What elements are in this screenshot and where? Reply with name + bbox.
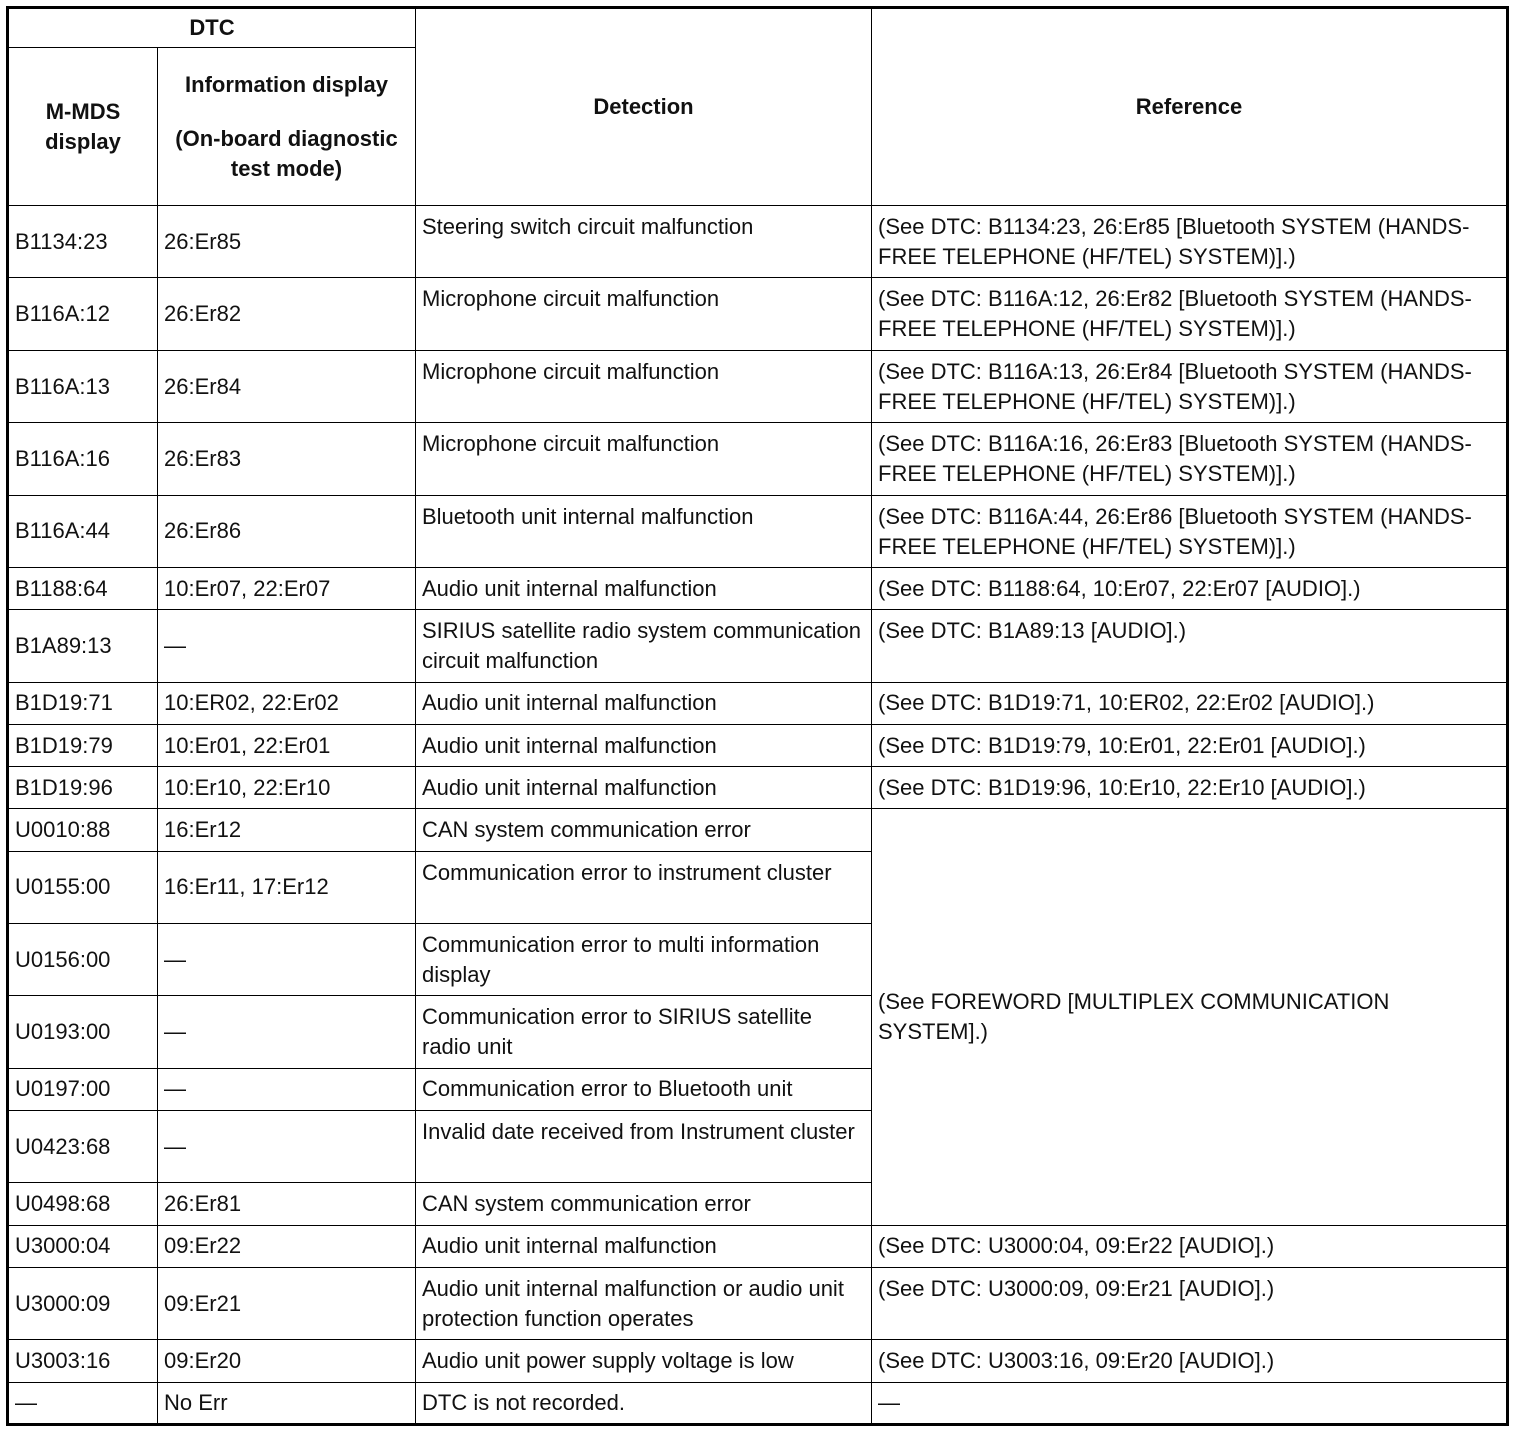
table-row <box>8 1267 1508 1339</box>
info-display-title: Information display <box>185 71 388 97</box>
mmds-cell: B1A89:13 <box>8 610 158 682</box>
reference-cell: (See DTC: B1134:23, 26:Er85 [Bluetooth SYSTEM (HANDS-FREE TELEPHONE (HF/TEL) SYSTEM)].) <box>872 206 1508 278</box>
detection-cell: CAN system communication error <box>416 809 872 851</box>
detection-cell: Audio unit internal malfunction <box>416 767 872 809</box>
info-cell: 26:Er85 <box>158 206 416 278</box>
detection-cell: Communication error to Bluetooth unit <box>416 1068 872 1110</box>
table-row <box>8 682 1508 724</box>
mmds-cell: U0156:00 <box>8 924 158 996</box>
detection-cell: Audio unit internal malfunction or audio unit protection function operates <box>416 1267 872 1339</box>
mmds-cell: U0155:00 <box>8 851 158 923</box>
mmds-cell: U3000:04 <box>8 1225 158 1267</box>
mmds-cell: B1D19:96 <box>8 767 158 809</box>
info-display-header <box>158 48 416 206</box>
detection-cell: Steering switch circuit malfunction <box>416 206 872 278</box>
mmds-cell: B1188:64 <box>8 568 158 610</box>
reference-cell: (See DTC: U3000:04, 09:Er22 [AUDIO].) <box>872 1225 1508 1267</box>
info-cell: 26:Er82 <box>158 278 416 350</box>
info-display-mode: (On-board diagnostic test mode) <box>175 125 398 181</box>
detection-cell: Communication error to multi information display <box>416 924 872 996</box>
reference-cell-multiplex: (See FOREWORD [MULTIPLEX COMMUNICATION SYSTEM].) <box>872 809 1508 1225</box>
table-row <box>8 1225 1508 1267</box>
info-cell: — <box>158 1111 416 1183</box>
table-row <box>8 495 1508 567</box>
detection-cell: Communication error to SIRIUS satellite radio unit <box>416 996 872 1068</box>
table-row <box>8 423 1508 495</box>
info-cell: 26:Er81 <box>158 1183 416 1225</box>
info-cell: 10:ER02, 22:Er02 <box>158 682 416 724</box>
mmds-cell: U0498:68 <box>8 1183 158 1225</box>
info-cell: 16:Er12 <box>158 809 416 851</box>
reference-cell: (See DTC: B1D19:71, 10:ER02, 22:Er02 [AUDIO].) <box>872 682 1508 724</box>
reference-cell: (See DTC: U3000:09, 09:Er21 [AUDIO].) <box>872 1267 1508 1339</box>
detection-header: Detection <box>416 8 872 206</box>
mmds-cell: U3003:16 <box>8 1340 158 1382</box>
info-cell: 09:Er20 <box>158 1340 416 1382</box>
detection-cell: Bluetooth unit internal malfunction <box>416 495 872 567</box>
detection-cell: Audio unit internal malfunction <box>416 682 872 724</box>
info-cell: — <box>158 996 416 1068</box>
table-row <box>8 1382 1508 1424</box>
mmds-cell: B116A:12 <box>8 278 158 350</box>
reference-cell: (See DTC: B116A:16, 26:Er83 [Bluetooth SYSTEM (HANDS-FREE TELEPHONE (HF/TEL) SYSTEM)].) <box>872 423 1508 495</box>
mmds-cell: B1D19:79 <box>8 724 158 766</box>
info-cell: 09:Er22 <box>158 1225 416 1267</box>
reference-cell: (See DTC: B116A:44, 26:Er86 [Bluetooth SYSTEM (HANDS-FREE TELEPHONE (HF/TEL) SYSTEM)].) <box>872 495 1508 567</box>
detection-cell: CAN system communication error <box>416 1183 872 1225</box>
info-cell: — <box>158 610 416 682</box>
mmds-cell: U0197:00 <box>8 1068 158 1110</box>
table-row <box>8 610 1508 682</box>
table-row <box>8 278 1508 350</box>
info-cell: 16:Er11, 17:Er12 <box>158 851 416 923</box>
detection-cell: Audio unit internal malfunction <box>416 1225 872 1267</box>
detection-cell: DTC is not recorded. <box>416 1382 872 1424</box>
mmds-cell: U3000:09 <box>8 1267 158 1339</box>
mmds-cell: U0193:00 <box>8 996 158 1068</box>
mmds-cell: B116A:44 <box>8 495 158 567</box>
table-row <box>8 1340 1508 1382</box>
detection-cell: Invalid date received from Instrument cluster <box>416 1111 872 1183</box>
detection-cell: Microphone circuit malfunction <box>416 278 872 350</box>
info-cell: 10:Er07, 22:Er07 <box>158 568 416 610</box>
dtc-table <box>6 6 1509 1426</box>
detection-cell: Audio unit power supply voltage is low <box>416 1340 872 1382</box>
table-row <box>8 724 1508 766</box>
table-row <box>8 809 1508 851</box>
reference-cell: (See DTC: B1D19:79, 10:Er01, 22:Er01 [AUDIO].) <box>872 724 1508 766</box>
info-cell: 26:Er84 <box>158 350 416 422</box>
detection-cell: Microphone circuit malfunction <box>416 350 872 422</box>
info-cell: 10:Er10, 22:Er10 <box>158 767 416 809</box>
reference-cell: (See DTC: B116A:13, 26:Er84 [Bluetooth SYSTEM (HANDS-FREE TELEPHONE (HF/TEL) SYSTEM)].) <box>872 350 1508 422</box>
mmds-cell: B116A:13 <box>8 350 158 422</box>
detection-cell: Audio unit internal malfunction <box>416 724 872 766</box>
info-cell: 09:Er21 <box>158 1267 416 1339</box>
mmds-header: M-MDS display <box>8 48 158 206</box>
table-row <box>8 767 1508 809</box>
info-cell: 10:Er01, 22:Er01 <box>158 724 416 766</box>
mmds-cell: B1D19:71 <box>8 682 158 724</box>
mmds-cell: B116A:16 <box>8 423 158 495</box>
reference-cell: — <box>872 1382 1508 1424</box>
reference-cell: (See DTC: U3003:16, 09:Er20 [AUDIO].) <box>872 1340 1508 1382</box>
mmds-cell: B1134:23 <box>8 206 158 278</box>
mmds-cell: — <box>8 1382 158 1424</box>
reference-cell: (See DTC: B116A:12, 26:Er82 [Bluetooth SYSTEM (HANDS-FREE TELEPHONE (HF/TEL) SYSTEM)].) <box>872 278 1508 350</box>
info-cell: No Err <box>158 1382 416 1424</box>
table-row <box>8 350 1508 422</box>
reference-cell: (See DTC: B1188:64, 10:Er07, 22:Er07 [AUDIO].) <box>872 568 1508 610</box>
reference-cell: (See DTC: B1A89:13 [AUDIO].) <box>872 610 1508 682</box>
detection-cell: Audio unit internal malfunction <box>416 568 872 610</box>
reference-header: Reference <box>872 8 1508 206</box>
info-cell: 26:Er83 <box>158 423 416 495</box>
table-row <box>8 206 1508 278</box>
detection-cell: Microphone circuit malfunction <box>416 423 872 495</box>
mmds-cell: U0423:68 <box>8 1111 158 1183</box>
info-cell: — <box>158 1068 416 1110</box>
mmds-cell: U0010:88 <box>8 809 158 851</box>
info-cell: — <box>158 924 416 996</box>
table-row <box>8 568 1508 610</box>
dtc-header: DTC <box>8 8 416 48</box>
detection-cell: Communication error to instrument cluster <box>416 851 872 923</box>
info-cell: 26:Er86 <box>158 495 416 567</box>
reference-cell: (See DTC: B1D19:96, 10:Er10, 22:Er10 [AUDIO].) <box>872 767 1508 809</box>
detection-cell: SIRIUS satellite radio system communication circuit malfunction <box>416 610 872 682</box>
